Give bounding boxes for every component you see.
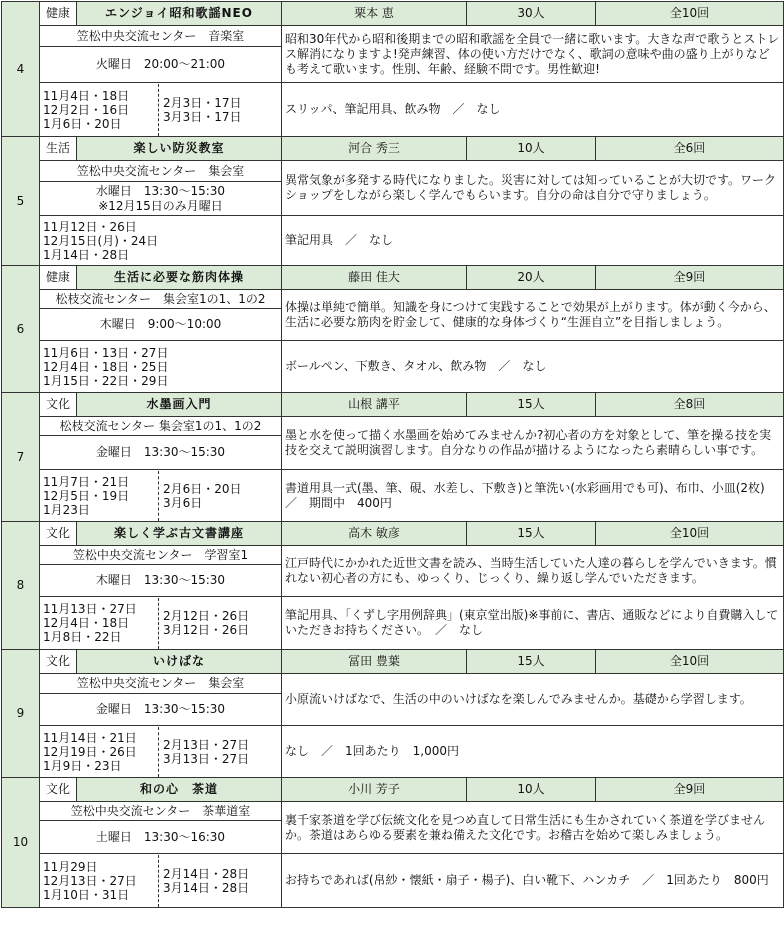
course-header-row bbox=[2, 137, 784, 161]
course-category: 文化 bbox=[40, 522, 77, 546]
course-capacity: 15人 bbox=[467, 393, 596, 417]
course-header-row bbox=[2, 778, 784, 802]
course-bring-fee: 筆記用具、「くずし字用例辞典」(東京堂出版)※事前に、書店、通販などにより自費購入していただきお持ちください。 ／ なし bbox=[282, 597, 784, 650]
course-dates bbox=[40, 597, 282, 650]
course-venue: 笠松中央交流センター 学習室1 bbox=[40, 546, 282, 565]
course-dates-right bbox=[158, 84, 278, 136]
course-category: 健康 bbox=[40, 2, 77, 26]
course-dates-row bbox=[2, 854, 784, 908]
course-dates bbox=[40, 726, 282, 778]
course-dates-row bbox=[2, 726, 784, 778]
course-time bbox=[40, 182, 282, 216]
course-dates-right bbox=[158, 471, 278, 521]
course-dates bbox=[40, 470, 282, 522]
course-date: 1月9日・23日 bbox=[43, 758, 122, 773]
course-date: 1月10日・31日 bbox=[43, 887, 130, 902]
course-dates-left bbox=[43, 89, 158, 131]
course-teacher: 藤田 佳大 bbox=[282, 266, 467, 290]
course-dates-row bbox=[2, 216, 784, 266]
course-teacher: 栗本 恵 bbox=[282, 2, 467, 26]
course-date: 1月6日・20日 bbox=[43, 116, 122, 131]
course-date: 11月4日・18日 bbox=[43, 88, 130, 103]
course-title: エンジョイ昭和歌謡NEO bbox=[77, 2, 282, 26]
course-time-line: 土曜日 13:30～16:30 bbox=[95, 829, 226, 844]
course-venue-row bbox=[2, 290, 784, 309]
course-venue: 松枝交流センター 集会室1の1、1の2 bbox=[40, 417, 282, 436]
course-title: 楽しい防災教室 bbox=[77, 137, 282, 161]
course-time-line: 水曜日 13:30～15:30 bbox=[95, 183, 226, 198]
course-dates-right bbox=[158, 727, 278, 777]
course-time bbox=[40, 821, 282, 854]
course-dates-wrap bbox=[43, 342, 278, 392]
course-dates bbox=[40, 341, 282, 393]
course-sessions: 全6回 bbox=[596, 137, 784, 161]
course-header-row bbox=[2, 393, 784, 417]
course-date: 1月14日・28日 bbox=[43, 247, 130, 262]
course-number: 9 bbox=[2, 650, 40, 778]
course-capacity: 30人 bbox=[467, 2, 596, 26]
course-venue-row bbox=[2, 26, 784, 47]
course-title: 生活に必要な筋肉体操 bbox=[77, 266, 282, 290]
course-time bbox=[40, 565, 282, 597]
course-date: 11月29日 bbox=[43, 859, 98, 874]
course-date: 1月8日・22日 bbox=[43, 630, 122, 644]
course-number: 8 bbox=[2, 522, 40, 650]
course-number: 5 bbox=[2, 137, 40, 266]
course-dates-wrap bbox=[43, 855, 278, 907]
course-time bbox=[40, 694, 282, 726]
course-number: 7 bbox=[2, 393, 40, 522]
course-capacity: 10人 bbox=[467, 778, 596, 802]
course-teacher: 山根 講平 bbox=[282, 393, 467, 417]
course-date: 11月14日・21日 bbox=[43, 730, 137, 745]
course-dates-wrap bbox=[43, 84, 278, 136]
course-dates-row bbox=[2, 597, 784, 650]
course-date: 2月14日・28日 bbox=[163, 866, 250, 881]
course-dates-row bbox=[2, 341, 784, 393]
course-date: 12月2日・16日 bbox=[43, 102, 130, 117]
course-category: 文化 bbox=[40, 393, 77, 417]
course-dates-wrap bbox=[43, 217, 278, 265]
course-date: 12月15日(月)・24日 bbox=[43, 233, 159, 248]
course-teacher: 小川 芳子 bbox=[282, 778, 467, 802]
course-sessions: 全10回 bbox=[596, 650, 784, 674]
course-sessions: 全9回 bbox=[596, 266, 784, 290]
course-venue: 笠松中央交流センター 音楽室 bbox=[40, 26, 282, 47]
course-dates-right bbox=[158, 855, 278, 907]
course-date: 1月15日・22日・29日 bbox=[43, 373, 169, 388]
course-dates-left bbox=[43, 860, 158, 902]
course-title: いけばな bbox=[77, 650, 282, 674]
course-venue: 笠松中央交流センター 集会室 bbox=[40, 161, 282, 182]
course-header-row bbox=[2, 2, 784, 26]
course-capacity: 15人 bbox=[467, 650, 596, 674]
course-dates bbox=[40, 854, 282, 908]
course-bring-fee: 筆記用具 ／ なし bbox=[282, 216, 784, 266]
course-date: 2月6日・20日 bbox=[163, 481, 242, 496]
course-time bbox=[40, 47, 282, 83]
course-venue-row bbox=[2, 417, 784, 436]
course-date: 3月3日・17日 bbox=[163, 109, 242, 124]
course-title: 和の心 茶道 bbox=[77, 778, 282, 802]
course-category: 文化 bbox=[40, 778, 77, 802]
course-date: 3月6日 bbox=[163, 495, 203, 510]
course-venue: 笠松中央交流センター 集会室 bbox=[40, 674, 282, 694]
course-description: 異常気象が多発する時代になりました。災害に対しては知っていることが大切です。ワークショップをしながら楽しく学んでもらいます。自分の命は自分で守りましょう。 bbox=[282, 161, 784, 216]
course-header-row bbox=[2, 650, 784, 674]
course-dates-wrap bbox=[43, 598, 278, 649]
course-venue: 松枝交流センター 集会室1の1、1の2 bbox=[40, 290, 282, 309]
course-capacity: 20人 bbox=[467, 266, 596, 290]
course-dates-left bbox=[43, 602, 158, 644]
course-description: 昭和30年代から昭和後期までの昭和歌謡を全員で一緒に歌います。大きな声で歌うとストレス解消になりますよ!発声練習、体の使い方だけでなく、歌詞の意味や曲の盛り上がりなども考えて歌います。性別、年齢、経験不問です。男性歓迎! bbox=[282, 26, 784, 83]
course-date: 3月13日・27日 bbox=[163, 751, 250, 766]
course-time bbox=[40, 309, 282, 341]
course-sessions: 全9回 bbox=[596, 778, 784, 802]
course-bring-fee: 書道用具一式(墨、筆、硯、水差し、下敷き)と筆洗い(水彩画用でも可)、布巾、小皿(2枚) ／ 期間中 400円 bbox=[282, 470, 784, 522]
course-description: 体操は単純で簡単。知識を身につけて実践することで効果が上がります。体が動く今から、生活に必要な筋肉を貯金して、健康的な身体づくり“生涯自立”を目指しましょう。 bbox=[282, 290, 784, 341]
course-sessions: 全8回 bbox=[596, 393, 784, 417]
course-date: 12月13日・27日 bbox=[43, 873, 137, 888]
course-sessions: 全10回 bbox=[596, 522, 784, 546]
course-category: 文化 bbox=[40, 650, 77, 674]
course-date: 11月13日・27日 bbox=[43, 602, 137, 616]
course-bring-fee: なし ／ 1回あたり 1,000円 bbox=[282, 726, 784, 778]
course-sessions: 全10回 bbox=[596, 2, 784, 26]
course-number: 10 bbox=[2, 778, 40, 908]
course-time-line: 金曜日 13:30～15:30 bbox=[95, 702, 226, 716]
course-date: 3月12日・26日 bbox=[163, 623, 250, 637]
course-dates-row bbox=[2, 470, 784, 522]
course-dates-left bbox=[43, 346, 278, 388]
course-time-line: 金曜日 13:30～15:30 bbox=[95, 445, 226, 459]
course-description: 江戸時代にかかれた近世文書を読み、当時生活していた人達の暮らしを学んでいきます。慣れない初心者の方にも、ゆっくり、じっくり、繰り返し学んでいただきます。 bbox=[282, 546, 784, 597]
course-bring-fee: スリッパ、筆記用具、飲み物 ／ なし bbox=[282, 83, 784, 137]
course-title: 楽しく学ぶ古文書講座 bbox=[77, 522, 282, 546]
course-date: 3月14日・28日 bbox=[163, 880, 250, 895]
course-capacity: 15人 bbox=[467, 522, 596, 546]
course-bring-fee: お持ちであれば(帛紗・懐紙・扇子・楊子)、白い靴下、ハンカチ ／ 1回あたり 800円 bbox=[282, 854, 784, 908]
course-category: 生活 bbox=[40, 137, 77, 161]
course-bring-fee: ボールペン、下敷き、タオル、飲み物 ／ なし bbox=[282, 341, 784, 393]
course-description: 裏千家茶道を学び伝統文化を見つめ直して日常生活にも生かされていく茶道を学びませんか。茶道はあらゆる要素を兼ね備えた文化です。お稽古を始めて楽しみましょう。 bbox=[282, 802, 784, 854]
course-teacher: 冨田 豊葉 bbox=[282, 650, 467, 674]
course-venue: 笠松中央交流センター 茶華道室 bbox=[40, 802, 282, 821]
course-number: 4 bbox=[2, 2, 40, 137]
course-category: 健康 bbox=[40, 266, 77, 290]
course-number: 6 bbox=[2, 266, 40, 393]
course-venue-row bbox=[2, 546, 784, 565]
course-dates bbox=[40, 83, 282, 137]
course-description: 小原流いけばなで、生活の中のいけばなを楽しんでみませんか。基礎から学習します。 bbox=[282, 674, 784, 726]
course-dates-wrap bbox=[43, 471, 278, 521]
course-date: 11月12日・26日 bbox=[43, 219, 137, 234]
course-capacity: 10人 bbox=[467, 137, 596, 161]
course-table bbox=[1, 1, 784, 908]
course-time bbox=[40, 436, 282, 470]
course-dates-row bbox=[2, 83, 784, 137]
course-date: 1月23日 bbox=[43, 502, 90, 517]
course-time-line: 火曜日 20:00～21:00 bbox=[95, 57, 226, 71]
course-time-line: 木曜日 9:00～10:00 bbox=[99, 317, 222, 331]
course-dates-left bbox=[43, 475, 158, 517]
course-dates-left bbox=[43, 731, 158, 773]
course-teacher: 河合 秀三 bbox=[282, 137, 467, 161]
course-venue-row bbox=[2, 674, 784, 694]
course-date: 12月19日・26日 bbox=[43, 744, 137, 759]
course-venue-row bbox=[2, 802, 784, 821]
course-dates-right bbox=[158, 598, 278, 649]
course-venue-row bbox=[2, 161, 784, 182]
course-date: 2月12日・26日 bbox=[163, 609, 250, 623]
course-teacher: 高木 敏彦 bbox=[282, 522, 467, 546]
course-dates-wrap bbox=[43, 727, 278, 777]
course-time-line: ※12月15日のみ月曜日 bbox=[98, 198, 223, 213]
course-header-row bbox=[2, 266, 784, 290]
course-date: 11月7日・21日 bbox=[43, 474, 130, 489]
course-date: 11月6日・13日・27日 bbox=[43, 345, 169, 360]
course-date: 12月5日・19日 bbox=[43, 488, 130, 503]
course-date: 12月4日・18日・25日 bbox=[43, 359, 169, 374]
course-description: 墨と水を使って描く水墨画を始めてみませんか?初心者の方を対象として、筆を操る技を実技を交えて説明演習します。自分なりの作品が描けるようになったら素晴らしい事です。 bbox=[282, 417, 784, 470]
course-date: 2月13日・27日 bbox=[163, 737, 250, 752]
course-date: 2月3日・17日 bbox=[163, 95, 242, 110]
course-dates-left bbox=[43, 220, 278, 262]
course-dates bbox=[40, 216, 282, 266]
course-title: 水墨画入門 bbox=[77, 393, 282, 417]
course-time-line: 木曜日 13:30～15:30 bbox=[95, 573, 226, 587]
course-date: 12月4日・18日 bbox=[43, 616, 130, 630]
course-header-row bbox=[2, 522, 784, 546]
